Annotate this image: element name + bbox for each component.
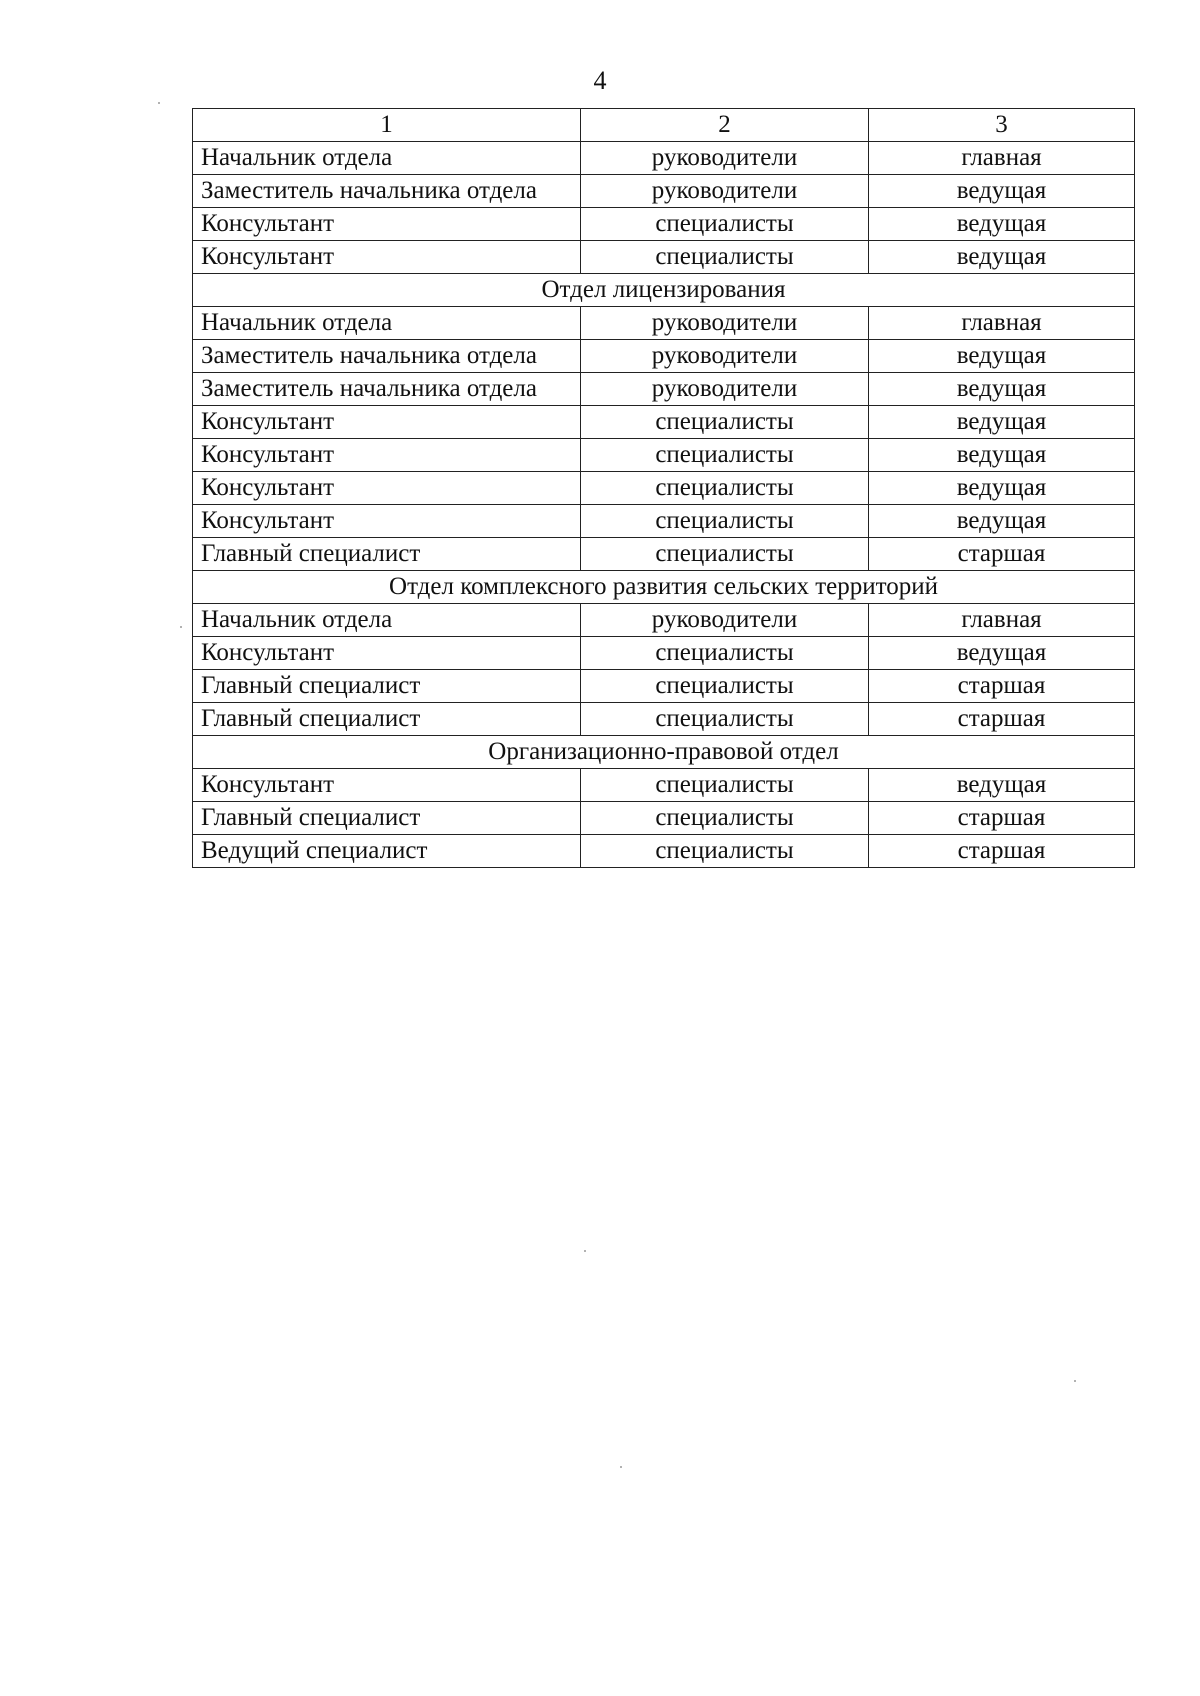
group-cell: главная bbox=[869, 307, 1135, 340]
table-row bbox=[193, 769, 1135, 802]
scan-speck bbox=[1074, 1380, 1076, 1382]
position-cell: Начальник отдела bbox=[193, 307, 581, 340]
group-cell: старшая bbox=[869, 670, 1135, 703]
category-cell: специалисты bbox=[581, 835, 869, 868]
section-heading: Организационно-правовой отдел bbox=[193, 736, 1135, 769]
position-cell: Консультант bbox=[193, 505, 581, 538]
category-cell: специалисты bbox=[581, 505, 869, 538]
category-cell: специалисты bbox=[581, 802, 869, 835]
section-heading: Отдел лицензирования bbox=[193, 274, 1135, 307]
column-header-2: 2 bbox=[581, 109, 869, 142]
scan-speck bbox=[620, 1466, 622, 1468]
category-cell: специалисты bbox=[581, 538, 869, 571]
position-cell: Главный специалист bbox=[193, 802, 581, 835]
positions-table bbox=[192, 108, 1135, 868]
table-row bbox=[193, 604, 1135, 637]
position-cell: Главный специалист bbox=[193, 670, 581, 703]
scan-speck bbox=[180, 626, 182, 628]
category-cell: руководители bbox=[581, 604, 869, 637]
table-row bbox=[193, 406, 1135, 439]
category-cell: специалисты bbox=[581, 670, 869, 703]
group-cell: ведущая bbox=[869, 472, 1135, 505]
group-cell: старшая bbox=[869, 703, 1135, 736]
page-number: 4 bbox=[593, 66, 607, 95]
column-header-1: 1 bbox=[193, 109, 581, 142]
table-header-row bbox=[193, 109, 1135, 142]
category-cell: руководители bbox=[581, 175, 869, 208]
table-row bbox=[193, 703, 1135, 736]
position-cell: Главный специалист bbox=[193, 538, 581, 571]
position-cell: Заместитель начальника отдела bbox=[193, 340, 581, 373]
category-cell: руководители bbox=[581, 307, 869, 340]
position-cell: Консультант bbox=[193, 439, 581, 472]
group-cell: ведущая bbox=[869, 208, 1135, 241]
group-cell: старшая bbox=[869, 802, 1135, 835]
position-cell: Заместитель начальника отдела bbox=[193, 373, 581, 406]
position-cell: Консультант bbox=[193, 406, 581, 439]
table-row bbox=[193, 373, 1135, 406]
group-cell: ведущая bbox=[869, 406, 1135, 439]
group-cell: главная bbox=[869, 142, 1135, 175]
table-row bbox=[193, 307, 1135, 340]
category-cell: специалисты bbox=[581, 703, 869, 736]
table-row bbox=[193, 505, 1135, 538]
group-cell: ведущая bbox=[869, 637, 1135, 670]
group-cell: старшая bbox=[869, 538, 1135, 571]
table-row bbox=[193, 637, 1135, 670]
scan-speck bbox=[584, 1250, 586, 1252]
position-cell: Консультант bbox=[193, 208, 581, 241]
group-cell: главная bbox=[869, 604, 1135, 637]
category-cell: руководители bbox=[581, 340, 869, 373]
position-cell: Консультант bbox=[193, 769, 581, 802]
table-row bbox=[193, 241, 1135, 274]
category-cell: специалисты bbox=[581, 208, 869, 241]
position-cell: Главный специалист bbox=[193, 703, 581, 736]
category-cell: специалисты bbox=[581, 406, 869, 439]
position-cell: Консультант bbox=[193, 472, 581, 505]
table-row bbox=[193, 670, 1135, 703]
group-cell: ведущая bbox=[869, 373, 1135, 406]
section-heading-row bbox=[193, 736, 1135, 769]
table-row bbox=[193, 175, 1135, 208]
group-cell: ведущая bbox=[869, 505, 1135, 538]
position-cell: Заместитель начальника отдела bbox=[193, 175, 581, 208]
section-heading-row bbox=[193, 571, 1135, 604]
group-cell: старшая bbox=[869, 835, 1135, 868]
table-row bbox=[193, 835, 1135, 868]
position-cell: Начальник отдела bbox=[193, 604, 581, 637]
section-heading-row bbox=[193, 274, 1135, 307]
category-cell: специалисты bbox=[581, 769, 869, 802]
category-cell: руководители bbox=[581, 373, 869, 406]
category-cell: специалисты bbox=[581, 241, 869, 274]
group-cell: ведущая bbox=[869, 439, 1135, 472]
table-row bbox=[193, 142, 1135, 175]
group-cell: ведущая bbox=[869, 769, 1135, 802]
table-row bbox=[193, 208, 1135, 241]
group-cell: ведущая bbox=[869, 241, 1135, 274]
scan-speck bbox=[158, 102, 160, 104]
table-body bbox=[193, 109, 1135, 868]
table-row bbox=[193, 538, 1135, 571]
group-cell: ведущая bbox=[869, 340, 1135, 373]
position-cell: Консультант bbox=[193, 637, 581, 670]
group-cell: ведущая bbox=[869, 175, 1135, 208]
table-row bbox=[193, 340, 1135, 373]
category-cell: специалисты bbox=[581, 472, 869, 505]
category-cell: руководители bbox=[581, 142, 869, 175]
position-cell: Начальник отдела bbox=[193, 142, 581, 175]
category-cell: специалисты bbox=[581, 637, 869, 670]
column-header-3: 3 bbox=[869, 109, 1135, 142]
category-cell: специалисты bbox=[581, 439, 869, 472]
table-row bbox=[193, 439, 1135, 472]
position-cell: Консультант bbox=[193, 241, 581, 274]
table-row bbox=[193, 802, 1135, 835]
position-cell: Ведущий специалист bbox=[193, 835, 581, 868]
section-heading: Отдел комплексного развития сельских территорий bbox=[193, 571, 1135, 604]
table-row bbox=[193, 472, 1135, 505]
